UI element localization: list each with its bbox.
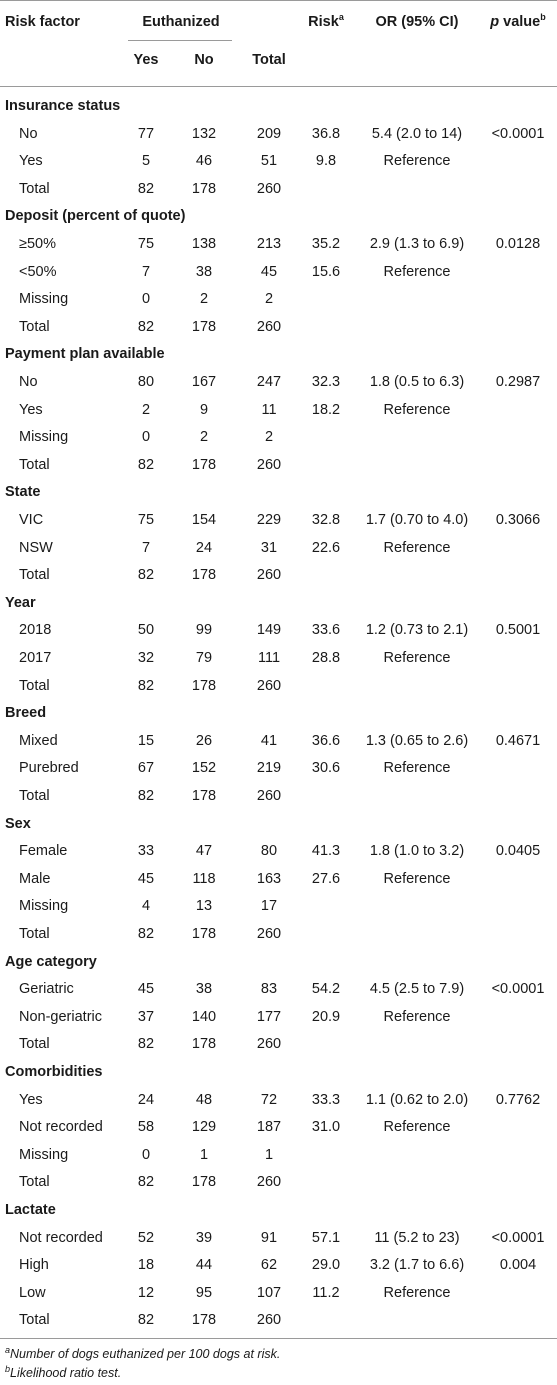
cell-or: Reference: [383, 539, 451, 556]
cell-yes: 12: [137, 1284, 155, 1301]
cell-total: 72: [260, 1091, 278, 1108]
cell-or: Reference: [383, 760, 451, 777]
cell-no: 26: [195, 732, 213, 749]
cell-or: 3.2 (1.7 to 6.6): [369, 1257, 465, 1274]
cell-yes: 0: [141, 429, 151, 446]
cell-or: 1.8 (0.5 to 6.3): [369, 374, 465, 390]
cell-or: 1.8 (1.0 to 3.2): [369, 843, 465, 860]
cell-p-value: <0.0001: [491, 1229, 545, 1246]
cell-total: 31: [260, 539, 278, 556]
cell-yes: 75: [137, 236, 155, 252]
cell-or: 5.4 (2.0 to 14): [371, 125, 463, 142]
cell-yes: 82: [137, 567, 155, 584]
cell-total: 260: [256, 456, 282, 473]
cell-no: 132: [191, 125, 217, 142]
cell-no: 129: [191, 1119, 217, 1136]
cell-risk: 11.2: [312, 1284, 340, 1301]
cell-or: Reference: [383, 263, 451, 280]
cell-yes: 7: [141, 539, 151, 556]
row-label: Missing: [19, 291, 69, 308]
cell-total: 209: [256, 125, 282, 142]
section-title: Comorbidities: [5, 1064, 103, 1080]
row-label: Total: [19, 926, 50, 942]
row-label: Total: [19, 318, 50, 335]
cell-risk: 20.9: [311, 1008, 341, 1025]
cell-yes: 82: [137, 318, 155, 335]
cell-no: 178: [191, 456, 217, 473]
row-label: ≥50%: [19, 236, 56, 252]
cell-risk: 22.6: [311, 539, 341, 556]
cell-no: 178: [191, 1036, 217, 1053]
cell-or: Reference: [383, 153, 451, 170]
row-label: Purebred: [19, 760, 79, 777]
cell-yes: 0: [141, 291, 151, 308]
cell-total: 260: [256, 677, 282, 694]
row-label: High: [19, 1257, 49, 1274]
row-label: Geriatric: [19, 981, 74, 998]
cell-total: 260: [256, 926, 282, 942]
row-label: 2018: [19, 622, 52, 639]
cell-yes: 2: [141, 401, 151, 418]
row-label: No: [19, 374, 38, 390]
footnote-a: $^a$Number of dogs euthanized per 100 dogs at risk.: [5, 1344, 281, 1361]
cell-no: 140: [191, 1008, 217, 1025]
cell-total: 260: [256, 1312, 282, 1329]
cell-risk: 15.6: [311, 263, 341, 280]
cell-total: 177: [256, 1008, 282, 1025]
cell-risk: 18.2: [311, 401, 341, 418]
cell-total: 213: [256, 236, 282, 252]
row-label: Female: [19, 843, 68, 860]
cell-risk: 32.8: [311, 512, 341, 528]
cell-p-value: 0.4671: [495, 732, 541, 749]
cell-no: 178: [191, 677, 217, 694]
row-label: Not recorded: [19, 1119, 103, 1136]
header-risk-factor: Risk factor: [5, 14, 80, 30]
cell-total: 2: [264, 291, 274, 308]
cell-total: 107: [256, 1284, 282, 1301]
cell-total: 51: [260, 153, 278, 170]
cell-no: 178: [191, 788, 217, 804]
cell-no: 178: [191, 567, 217, 584]
cell-p-value: 0.0405: [495, 843, 541, 860]
cell-yes: 82: [137, 1036, 155, 1053]
row-label: Total: [19, 677, 50, 694]
header-risk: Risk$^a$: [308, 12, 344, 30]
cell-total: 260: [256, 1174, 282, 1191]
header-p-value: p value$^b$: [490, 12, 546, 30]
cell-no: 138: [191, 236, 217, 252]
cell-or: 1.7 (0.70 to 4.0): [365, 512, 469, 528]
row-label: Total: [19, 1174, 50, 1191]
cell-risk: 32.3: [311, 374, 341, 390]
table-top-rule: [0, 0, 557, 1]
cell-yes: 45: [137, 870, 155, 887]
cell-yes: 7: [141, 263, 151, 280]
cell-total: 111: [257, 650, 281, 666]
header-total: Total: [252, 52, 286, 68]
cell-yes: 24: [137, 1091, 155, 1108]
row-label: NSW: [19, 539, 53, 556]
cell-no: 38: [195, 981, 213, 998]
cell-no: 79: [195, 650, 213, 666]
row-label: Low: [19, 1284, 46, 1301]
cell-no: 13: [195, 898, 213, 915]
cell-total: 2: [264, 429, 274, 446]
section-title: Age category: [5, 953, 97, 970]
euthanized-underline: [128, 40, 232, 41]
cell-yes: 82: [137, 180, 155, 197]
cell-no: 38: [195, 263, 213, 280]
cell-yes: 18: [137, 1257, 155, 1274]
section-title: Sex: [5, 815, 31, 832]
row-label: <50%: [19, 263, 57, 280]
row-label: Yes: [19, 153, 43, 170]
cell-p-value: <0.0001: [491, 981, 545, 998]
cell-yes: 15: [137, 732, 155, 749]
cell-no: 39: [195, 1229, 213, 1246]
cell-no: 178: [191, 1174, 217, 1191]
cell-no: 99: [195, 622, 213, 639]
row-label: No: [19, 125, 38, 142]
cell-or: Reference: [383, 1008, 451, 1025]
cell-or: Reference: [383, 870, 451, 887]
cell-yes: 45: [137, 981, 155, 998]
cell-risk: 57.1: [311, 1229, 341, 1246]
cell-risk: 36.8: [311, 125, 341, 142]
cell-total: 260: [256, 318, 282, 335]
cell-yes: 37: [137, 1008, 155, 1025]
cell-risk: 29.0: [311, 1257, 341, 1274]
header-euthanized: Euthanized: [142, 14, 220, 30]
cell-or: Reference: [383, 650, 451, 666]
cell-no: 118: [192, 870, 216, 887]
row-label: Non-geriatric: [19, 1008, 102, 1025]
cell-p-value: 0.0128: [495, 236, 541, 252]
cell-total: 260: [256, 180, 282, 197]
cell-yes: 58: [137, 1119, 155, 1136]
cell-yes: 82: [137, 926, 155, 942]
header-yes: Yes: [133, 52, 159, 68]
cell-yes: 82: [137, 1174, 155, 1191]
cell-total: 187: [256, 1119, 282, 1136]
cell-no: 178: [191, 1312, 217, 1329]
cell-total: 80: [260, 843, 278, 860]
cell-total: 219: [256, 760, 282, 777]
cell-risk: 31.0: [311, 1119, 341, 1136]
cell-no: 95: [195, 1284, 213, 1301]
cell-no: 24: [195, 539, 213, 556]
cell-no: 178: [191, 318, 217, 335]
table-bottom-rule: [0, 1338, 557, 1339]
row-label: VIC: [19, 512, 44, 528]
cell-or: Reference: [383, 1119, 451, 1136]
row-label: Not recorded: [19, 1229, 103, 1246]
section-title: Breed: [5, 705, 47, 722]
cell-or: 1.3 (0.65 to 2.6): [365, 732, 469, 749]
cell-total: 41: [260, 732, 278, 749]
cell-no: 2: [199, 291, 209, 308]
row-label: Yes: [19, 1091, 43, 1108]
section-title: Deposit (percent of quote): [5, 208, 186, 225]
row-label: Total: [19, 567, 50, 584]
cell-total: 62: [260, 1257, 278, 1274]
cell-yes: 82: [137, 456, 155, 473]
cell-yes: 77: [137, 125, 155, 142]
cell-or: 1.1 (0.62 to 2.0): [365, 1091, 469, 1108]
cell-total: 45: [260, 263, 278, 280]
section-title: Insurance status: [5, 98, 121, 114]
row-label: Total: [19, 1036, 50, 1053]
cell-no: 2: [199, 429, 209, 446]
cell-yes: 80: [137, 374, 155, 390]
cell-risk: 35.2: [311, 236, 341, 252]
row-label: Total: [19, 180, 50, 197]
cell-yes: 33: [137, 843, 155, 860]
cell-total: 149: [256, 622, 282, 639]
row-label: 2017: [19, 650, 52, 666]
cell-or: 11 (5.2 to 23): [374, 1229, 460, 1246]
row-label: Total: [19, 1312, 50, 1329]
cell-risk: 33.6: [311, 622, 341, 639]
cell-risk: 33.3: [311, 1091, 341, 1108]
cell-total: 260: [256, 1036, 282, 1053]
section-title: Year: [5, 594, 36, 611]
cell-total: 163: [256, 870, 282, 887]
header-or: OR (95% CI): [375, 14, 459, 30]
cell-total: 260: [256, 567, 282, 584]
cell-total: 1: [264, 1146, 274, 1163]
cell-yes: 82: [137, 677, 155, 694]
cell-no: 48: [195, 1091, 213, 1108]
footnote-b: $^b$Likelihood ratio test.: [5, 1363, 122, 1380]
cell-or: 2.9 (1.3 to 6.9): [369, 236, 465, 252]
cell-yes: 82: [137, 1312, 155, 1329]
row-label: Male: [19, 870, 51, 887]
cell-p-value: 0.2987: [495, 374, 541, 390]
cell-yes: 52: [137, 1229, 155, 1246]
row-label: Missing: [19, 1146, 69, 1163]
cell-no: 178: [191, 180, 217, 197]
cell-yes: 5: [141, 153, 151, 170]
cell-p-value: 0.3066: [495, 512, 541, 528]
cell-or: 1.2 (0.73 to 2.1): [365, 622, 469, 639]
cell-no: 44: [195, 1257, 213, 1274]
cell-risk: 36.6: [311, 732, 341, 749]
header-no: No: [194, 52, 214, 68]
cell-yes: 50: [137, 622, 155, 639]
section-title: Payment plan available: [5, 346, 165, 363]
row-label: Mixed: [19, 732, 58, 749]
cell-no: 47: [195, 843, 213, 860]
cell-no: 154: [191, 512, 217, 528]
header-bottom-rule: [0, 86, 557, 87]
cell-risk: 54.2: [311, 981, 341, 998]
row-label: Missing: [19, 898, 69, 915]
cell-p-value: 0.5001: [495, 622, 541, 639]
cell-yes: 82: [137, 788, 155, 804]
cell-risk: 9.8: [315, 153, 337, 170]
cell-total: 229: [256, 512, 282, 528]
cell-yes: 75: [137, 512, 155, 528]
cell-yes: 0: [141, 1146, 151, 1163]
cell-yes: 32: [137, 650, 155, 666]
cell-no: 1: [199, 1146, 209, 1163]
cell-or: Reference: [383, 1284, 451, 1301]
cell-p-value: 0.7762: [495, 1091, 541, 1108]
section-title: Lactate: [5, 1202, 56, 1218]
cell-or: 4.5 (2.5 to 7.9): [369, 981, 465, 998]
cell-no: 167: [191, 374, 217, 390]
cell-total: 91: [260, 1229, 278, 1246]
row-label: Total: [19, 788, 50, 804]
cell-no: 152: [191, 760, 217, 777]
row-label: Yes: [19, 401, 43, 418]
cell-yes: 67: [137, 760, 155, 777]
cell-total: 17: [260, 898, 278, 915]
cell-risk: 30.6: [311, 760, 341, 777]
cell-or: Reference: [383, 401, 451, 418]
cell-risk: 41.3: [311, 843, 341, 860]
cell-yes: 4: [141, 898, 151, 915]
section-title: State: [5, 484, 41, 501]
cell-p-value: 0.004: [499, 1257, 537, 1274]
cell-no: 178: [191, 926, 217, 942]
cell-no: 46: [195, 153, 213, 170]
cell-risk: 28.8: [311, 650, 341, 666]
cell-p-value: <0.0001: [491, 125, 545, 142]
cell-no: 9: [199, 401, 209, 418]
cell-total: 11: [261, 401, 277, 418]
row-label: Missing: [19, 429, 69, 446]
cell-total: 260: [256, 788, 282, 804]
cell-total: 247: [256, 374, 282, 390]
row-label: Total: [19, 456, 50, 473]
cell-total: 83: [260, 981, 278, 998]
cell-risk: 27.6: [311, 870, 341, 887]
